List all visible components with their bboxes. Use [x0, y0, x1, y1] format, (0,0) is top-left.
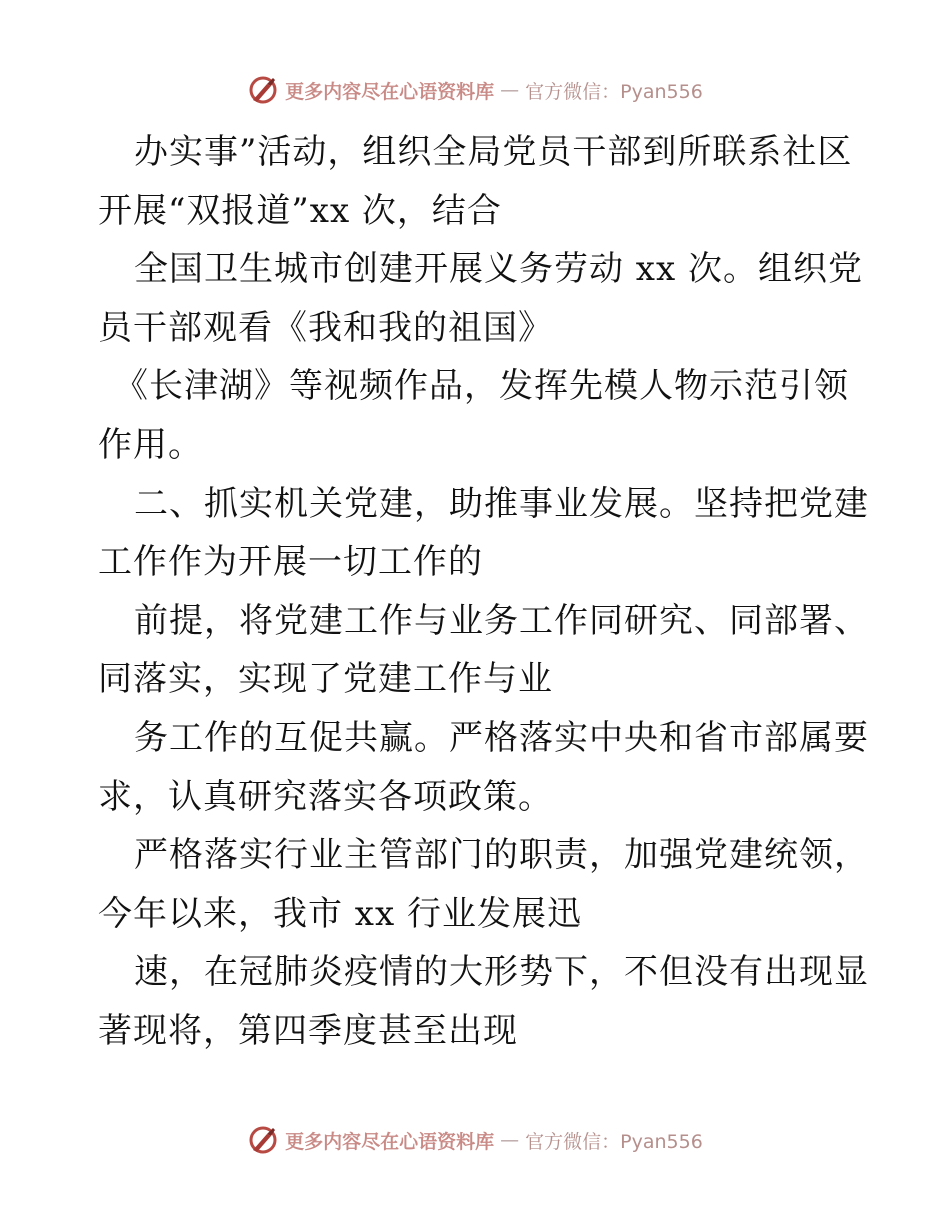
body-line: 开展“双报道”xx 次，结合 — [98, 190, 502, 231]
header-site-text: 更多内容尽在心语资料库 — [285, 80, 495, 103]
header-wechat-text: 官方微信：Pyan556 — [525, 80, 703, 103]
footer-site-text: 更多内容尽在心语资料库 — [285, 1130, 495, 1153]
document-body — [98, 123, 869, 1061]
pen-logo-icon — [247, 74, 279, 106]
body-line: 工作作为开展一切工作的 — [98, 542, 483, 583]
body-line: 速，在冠肺炎疫情的大形势下，不但没有出现显 — [134, 952, 869, 993]
body-line: 今年以来，我市 xx 行业发展迅 — [98, 893, 582, 934]
body-line: 办实事”活动，组织全局党员干部到所联系社区 — [134, 132, 853, 172]
body-line: 员干部观看《我和我的祖国》 — [98, 307, 553, 348]
footer-watermark — [0, 1120, 950, 1160]
footer-separator: — — [500, 1129, 520, 1151]
header-separator: — — [500, 79, 520, 101]
footer-wechat-text: 官方微信：Pyan556 — [525, 1130, 703, 1153]
body-line: 求，认真研究落实各项政策。 — [98, 776, 553, 817]
pen-logo-icon — [247, 1124, 279, 1156]
body-line: 二、抓实机关党建，助推事业发展。坚持把党建 — [134, 483, 869, 524]
body-line: 全国卫生城市创建开展义务劳动 xx 次。组织党 — [134, 249, 863, 290]
body-line: 前提，将党建工作与业务工作同研究、同部署、 — [134, 600, 869, 641]
body-line: 同落实，实现了党建工作与业 — [98, 659, 553, 700]
body-line: 务工作的互促共赢。严格落实中央和省市部属要 — [134, 717, 869, 758]
body-line: 严格落实行业主管部门的职责，加强党建统领， — [134, 835, 869, 876]
body-line: 作用。 — [98, 424, 203, 465]
body-line: 《长津湖》等视频作品，发挥先模人物示范引领 — [114, 366, 849, 407]
header-watermark — [0, 70, 950, 110]
body-line: 著现将，第四季度甚至出现 — [98, 1010, 518, 1051]
